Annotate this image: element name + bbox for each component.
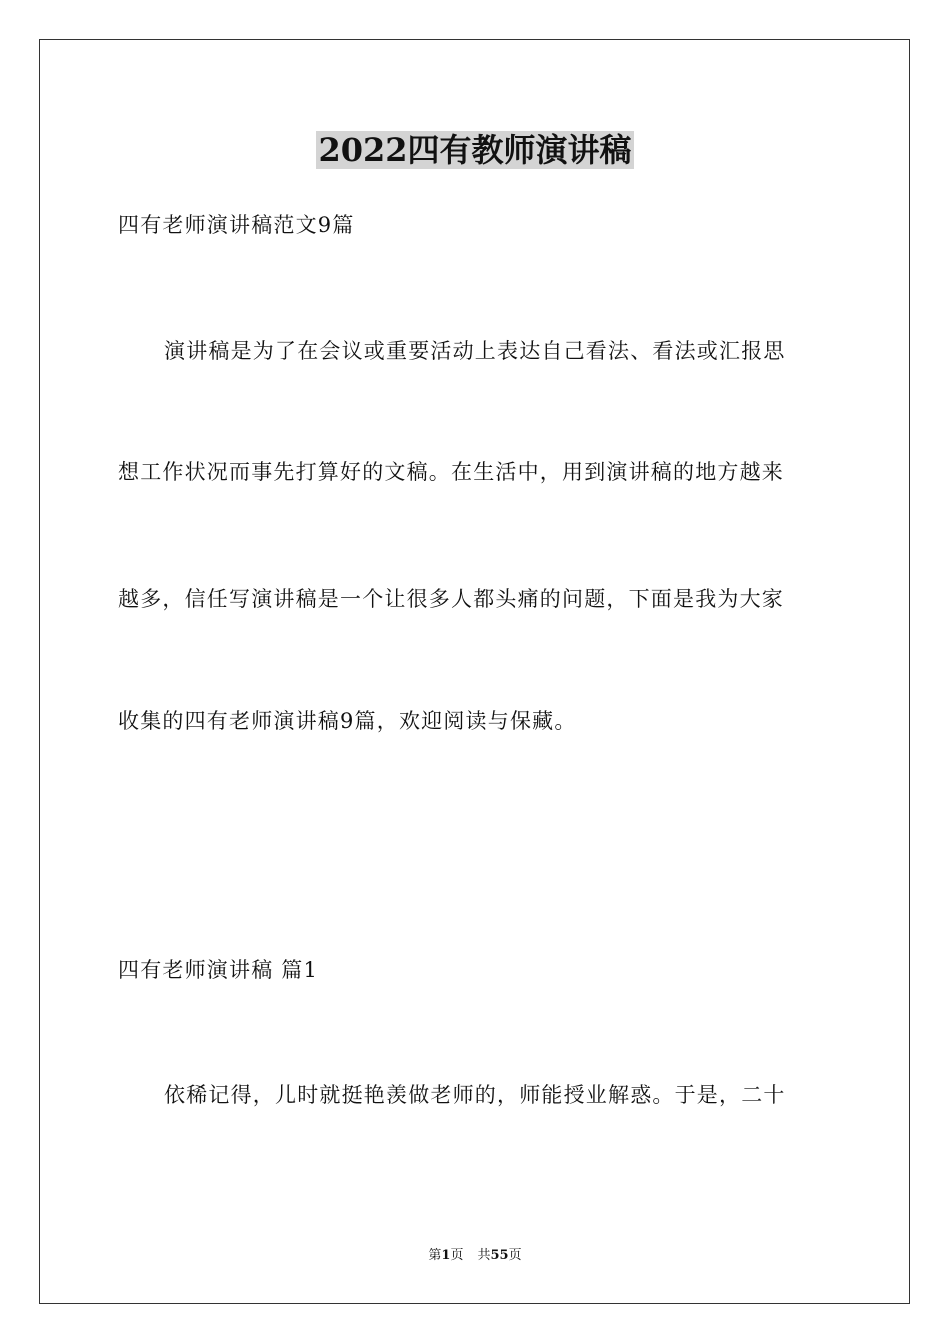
page-footer [0, 1247, 950, 1265]
intro-paragraph-line-2: 想工作状况而事先打算好的文稿。在生活中，用到演讲稿的地方越来 [118, 460, 784, 484]
section-paragraph-line-1: 依稀记得，儿时就挺艳羡做老师的，师能授业解惑。于是，二十 [164, 1083, 786, 1107]
document-title [0, 128, 950, 172]
document-title-text: 2022四有教师演讲稿 [318, 131, 632, 169]
document-subtitle: 四有老师演讲稿范文9篇 [118, 213, 355, 237]
footer-page-prefix: 第 [428, 1248, 442, 1263]
intro-paragraph-line-4: 收集的四有老师演讲稿9篇，欢迎阅读与保藏。 [118, 709, 577, 733]
footer-total-pages: 55 [490, 1248, 509, 1263]
footer-total-prefix: 共 [477, 1248, 491, 1263]
section-heading: 四有老师演讲稿 篇1 [118, 958, 319, 982]
footer-page-suffix: 页 [450, 1248, 464, 1263]
footer-page-number: 1 [441, 1248, 451, 1263]
footer-total-suffix: 页 [508, 1248, 522, 1263]
intro-paragraph-line-1: 演讲稿是为了在会议或重要活动上表达自己看法、看法或汇报思 [164, 339, 786, 363]
intro-paragraph-line-3: 越多，信任写演讲稿是一个让很多人都头痛的问题，下面是我为大家 [118, 587, 784, 611]
